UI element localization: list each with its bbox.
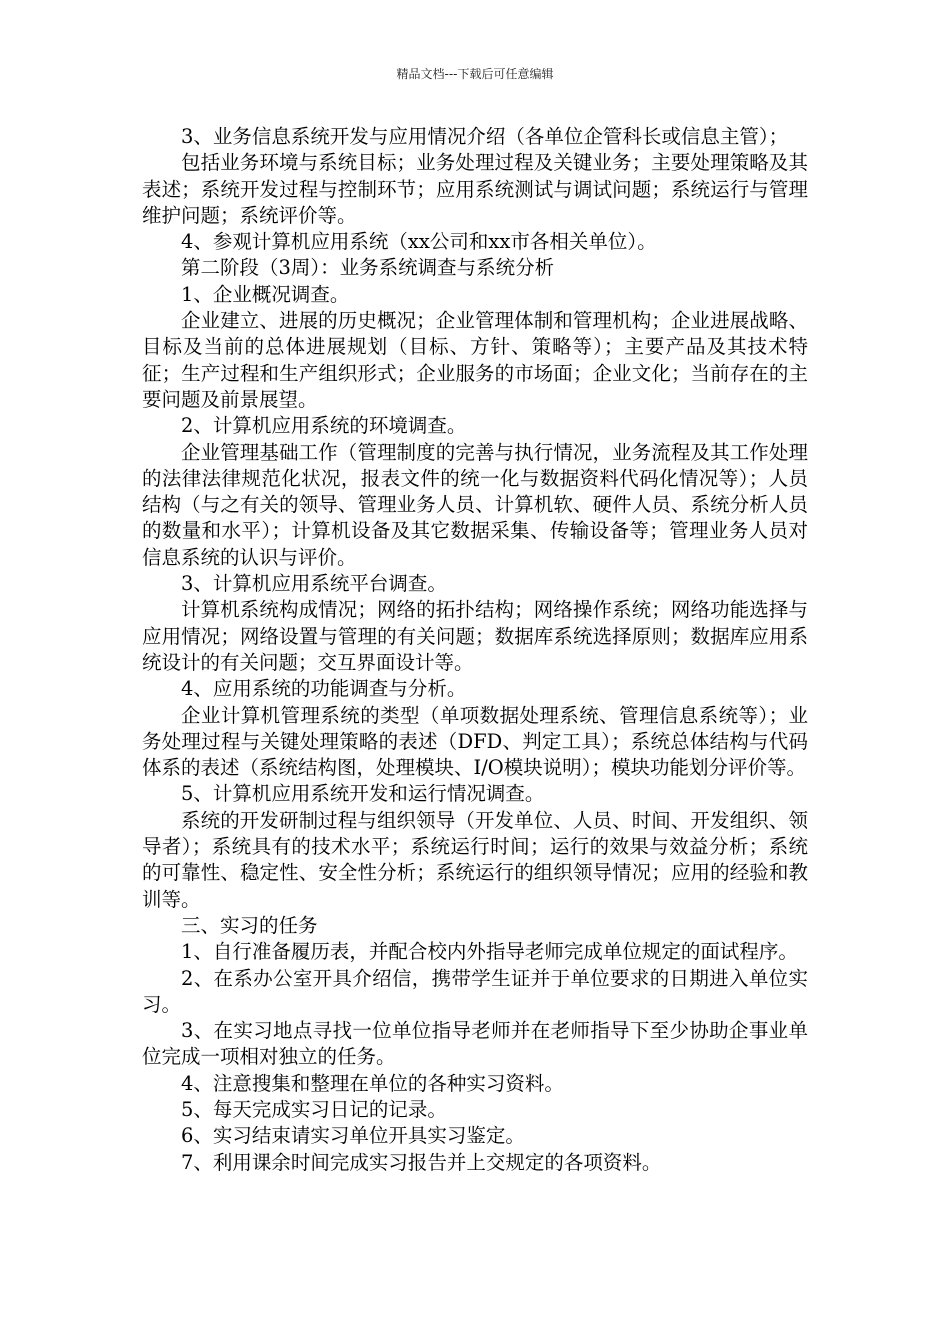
paragraph: 5、每天完成实习日记的记录。 (181, 1097, 447, 1121)
paragraph: 企业管理基础工作（管理制度的完善与执行情况，业务流程及其工作处理的法律法律规范化状况，报表文件的统一化与数据资料代码化情况等）；人员结构（与之有关的领导、管理业务人员、计算机软、硬件人员、系统分析人员的数量和水平）；计算机设备及其它数据采集、传输设备等；管理业务人员对信息系统的认识与评价。 (142, 440, 808, 569)
paragraph: 系统的开发研制过程与组织领导（开发单位、人员、时间、开发组织、领导者）；系统具有的技术水平；系统运行时间；运行的效果与效益分析；系统的可靠性、稳定性、安全性分析；系统运行的组织领导情况；应用的经验和教训等。 (142, 808, 808, 911)
paragraph: 6、实习结束请实习单位开具实习鉴定。 (181, 1124, 525, 1148)
section-heading: 三、实习的任务 (181, 913, 318, 937)
paragraph: 1、自行准备履历表，并配合校内外指导老师完成单位规定的面试程序。 (181, 940, 798, 964)
paragraph: 2、在系办公室开具介绍信，携带学生证并于单位要求的日期进入单位实习。 (142, 966, 808, 1016)
paragraph: 企业计算机管理系统的类型（单项数据处理系统、管理信息系统等）；业务处理过程与关键处理策略的表述（DFD、判定工具）；系统总体结构与代码体系的表述（系统结构图，处理模块、I/O模块说明）；模块功能划分评价等。 (142, 703, 808, 780)
paragraph: 4、注意搜集和整理在单位的各种实习资料。 (181, 1071, 564, 1095)
document-body (142, 124, 808, 1176)
section-heading: 第二阶段（3周）：业务系统调查与系统分析 (181, 256, 555, 280)
paragraph: 计算机系统构成情况；网络的拓扑结构；网络操作系统；网络功能选择与应用情况；网络设置与管理的有关问题；数据库系统选择原则；数据库应用系统设计的有关问题；交互界面设计等。 (142, 598, 808, 674)
paragraph: 企业建立、进展的历史概况；企业管理体制和管理机构；企业进展战略、目标及当前的总体进展规划（目标、方针、策略等）；主要产品及其技术特征；生产过程和生产组织形式；企业服务的市场面；企业文化；当前存在的主要问题及前景展望。 (142, 309, 808, 411)
paragraph: 7、利用课余时间完成实习报告并上交规定的各项资料。 (181, 1150, 662, 1174)
page-header: 精品文档---下载后可任意编辑 (396, 67, 554, 81)
paragraph: 3、计算机应用系统平台调查。 (181, 572, 447, 596)
paragraph: 4、参观计算机应用系统（xx公司和xx市各相关单位）。 (181, 230, 657, 254)
paragraph: 3、在实习地点寻找一位单位指导老师并在老师指导下至少协助企事业单位完成一项相对独立的任务。 (142, 1019, 808, 1069)
paragraph: 5、计算机应用系统开发和运行情况调查。 (181, 782, 545, 806)
paragraph: 3、业务信息系统开发与应用情况介绍（各单位企管科长或信息主管）； (181, 125, 789, 148)
paragraph: 2、计算机应用系统的环境调查。 (181, 414, 467, 438)
paragraph: 包括业务环境与系统目标；业务处理过程及关键业务；主要处理策略及其表述；系统开发过程与控制环节；应用系统测试与调试问题；系统运行与管理维护问题；系统评价等。 (142, 151, 808, 227)
paragraph: 1、企业概况调查。 (181, 282, 350, 306)
paragraph: 4、应用系统的功能调查与分析。 (181, 677, 467, 701)
